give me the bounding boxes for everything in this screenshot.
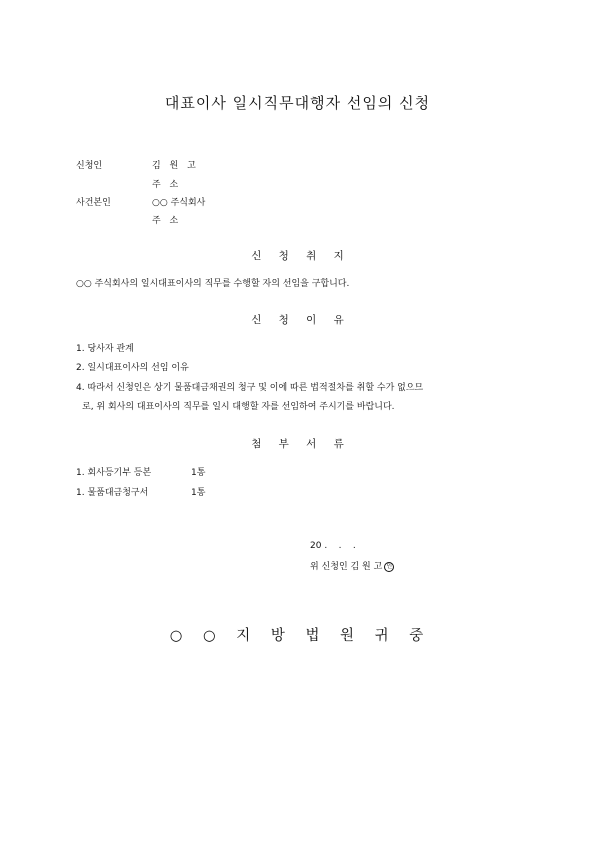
signer-name: 위 신청인 김 원 고 bbox=[310, 562, 383, 572]
applicant-address-label: 주 소 bbox=[152, 180, 182, 190]
principal-name: ○○ 주식회사 bbox=[152, 198, 206, 208]
reason-item: 2. 일시대표이사의 선임 이유 bbox=[76, 363, 189, 373]
attachments-heading: 첨 부 서 류 bbox=[251, 438, 344, 450]
principal-address-label: 주 소 bbox=[152, 216, 182, 226]
court-addressee: ○ ○ 지 방 법 원 귀 중 bbox=[169, 628, 426, 644]
attachment-count: 1통 bbox=[191, 468, 206, 478]
attachment-count: 1통 bbox=[191, 488, 206, 498]
applicant-label: 신청인 bbox=[76, 161, 103, 171]
seal-mark: 인 bbox=[384, 562, 394, 572]
signature-date: 20 . . . bbox=[310, 541, 356, 551]
purpose-heading: 신 청 취 지 bbox=[251, 250, 344, 262]
principal-label: 사건본인 bbox=[76, 198, 111, 208]
applicant-name: 김 원 고 bbox=[152, 161, 199, 171]
attachment-name: 1. 물품대금청구서 bbox=[76, 488, 149, 498]
reason-item: 로, 위 회사의 대표이사의 직무를 일시 대행할 자를 선임하여 주시기를 바랍니다. bbox=[82, 402, 395, 412]
purpose-text: ○○ 주식회사의 일시대표이사의 직무를 수행할 자의 선임을 구합니다. bbox=[76, 279, 350, 289]
reason-item: 4. 따라서 신청인은 상기 물품대금채권의 청구 및 이에 따른 법적절차를 취할 수가 없으므 bbox=[76, 383, 424, 393]
reasons-heading: 신 청 이 유 bbox=[251, 314, 344, 326]
signature-line bbox=[310, 559, 394, 572]
document-title: 대표이사 일시직무대행자 선임의 신청 bbox=[164, 94, 431, 112]
reason-item: 1. 당사자 관계 bbox=[76, 344, 134, 354]
attachment-name: 1. 회사등기부 등본 bbox=[76, 468, 152, 478]
